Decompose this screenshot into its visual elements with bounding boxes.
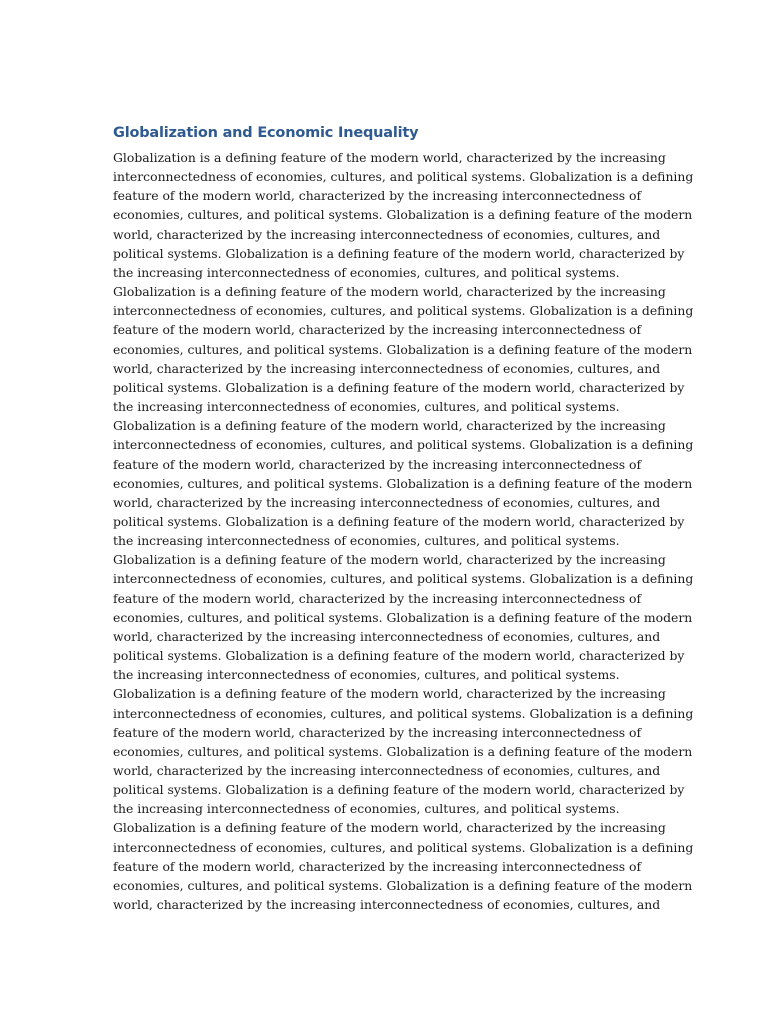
paragraph-line: world, characterized by the increasing interconnectedness of economies, cultures, and xyxy=(113,763,661,778)
paragraph-line: Globalization is a defining feature of the modern world, characterized by the increasing xyxy=(113,552,666,568)
paragraph-line: economies, cultures, and political systems. Globalization is a defining feature of the modern xyxy=(113,207,693,223)
paragraph-line: world, characterized by the increasing interconnectedness of economies, cultures, and xyxy=(113,628,661,644)
paragraph-line: interconnectedness of economies, cultures, and political systems. Globalization is a defining xyxy=(113,303,694,319)
paragraph-line: the increasing interconnectedness of economies, cultures, and political systems. xyxy=(113,801,620,817)
paragraph-line: economies, cultures, and political systems. Globalization is a defining feature of the modern xyxy=(113,475,693,491)
paragraph-line: economies, cultures, and political systems. Globalization is a defining feature of the modern xyxy=(113,341,693,357)
paragraph-line: feature of the modern world, characterized by the increasing interconnectedness of xyxy=(113,456,642,472)
paragraph-line: interconnectedness of economies, cultures, and political systems. Globalization is a defining xyxy=(113,571,694,587)
paragraph-line: Globalization is a defining feature of the modern world, characterized by the increasing xyxy=(113,820,666,836)
paragraph-line: political systems. Globalization is a defining feature of the modern world, characterized by xyxy=(113,648,685,664)
paragraph-line: Globalization is a defining feature of the modern world, characterized by the increasing xyxy=(113,150,666,165)
paragraph-line: political systems. Globalization is a defining feature of the modern world, characterized by xyxy=(113,782,685,798)
paragraph-line: the increasing interconnectedness of economies, cultures, and political systems. xyxy=(113,667,620,683)
paragraph-line: Globalization is a defining feature of the modern world, characterized by the increasing xyxy=(113,686,666,702)
paragraph-line: Globalization is a defining feature of the modern world, characterized by the increasing xyxy=(113,284,666,300)
paragraph-line: feature of the modern world, characterized by the increasing interconnectedness of xyxy=(113,322,642,338)
paragraph-line: economies, cultures, and political systems. Globalization is a defining feature of the modern xyxy=(113,743,693,759)
body-paragraph xyxy=(113,148,694,914)
paragraph-line: the increasing interconnectedness of economies, cultures, and political systems. xyxy=(113,399,620,415)
paragraph-line: interconnectedness of economies, cultures, and political systems. Globalization is a defining xyxy=(113,705,694,721)
paragraph-line: economies, cultures, and political systems. Globalization is a defining feature of the modern xyxy=(113,877,693,893)
paragraph-line: feature of the modern world, characterized by the increasing interconnectedness of xyxy=(113,724,642,740)
paragraph-line: the increasing interconnectedness of economies, cultures, and political systems. xyxy=(113,264,620,280)
paragraph-line: interconnectedness of economies, cultures, and political systems. Globalization is a defining xyxy=(113,169,694,185)
paragraph-line: interconnectedness of economies, cultures, and political systems. Globalization is a defining xyxy=(113,437,694,453)
paragraph-line: world, characterized by the increasing interconnectedness of economies, cultures, and xyxy=(113,360,661,376)
paragraph-line: world, characterized by the increasing interconnectedness of economies, cultures, and xyxy=(113,226,661,242)
paragraph-line: Globalization is a defining feature of the modern world, characterized by the increasing xyxy=(113,418,666,434)
paragraph-line: world, characterized by the increasing interconnectedness of economies, cultures, and xyxy=(113,897,661,913)
paragraph-line: world, characterized by the increasing interconnectedness of economies, cultures, and xyxy=(113,494,661,510)
paragraph-line: feature of the modern world, characterized by the increasing interconnectedness of xyxy=(113,590,642,606)
paragraph-line: the increasing interconnectedness of economies, cultures, and political systems. xyxy=(113,533,620,549)
paragraph-line: political systems. Globalization is a defining feature of the modern world, characterized by xyxy=(113,379,685,395)
paragraph-line: political systems. Globalization is a defining feature of the modern world, characterized by xyxy=(113,245,685,261)
document-heading: Globalization and Economic Inequality xyxy=(113,125,419,141)
paragraph-line: economies, cultures, and political systems. Globalization is a defining feature of the modern xyxy=(113,609,693,625)
paragraph-line: feature of the modern world, characterized by the increasing interconnectedness of xyxy=(113,858,642,874)
paragraph-line: interconnectedness of economies, cultures, and political systems. Globalization is a defining xyxy=(113,839,694,855)
paragraph-line: political systems. Globalization is a defining feature of the modern world, characterized by xyxy=(113,513,685,529)
paragraph-line: feature of the modern world, characterized by the increasing interconnectedness of xyxy=(113,188,642,204)
